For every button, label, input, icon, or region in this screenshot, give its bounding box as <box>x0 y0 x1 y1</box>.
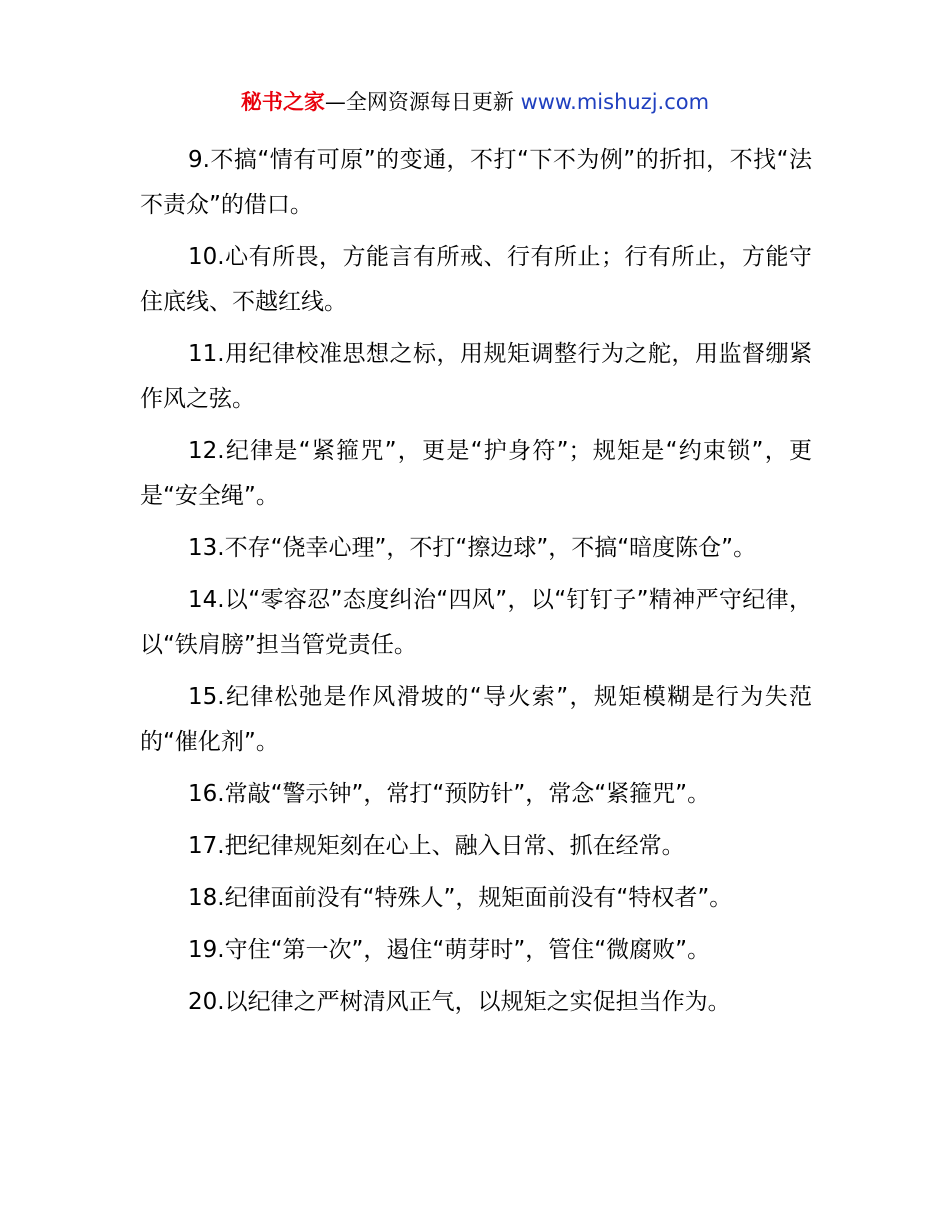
paragraph-15: 15.纪律松弛是作风滑坡的“导火索”，规矩模糊是行为失范的“催化剂”。 <box>140 684 812 755</box>
paragraph-10: 10.心有所畏，方能言有所戒、行有所止；行有所止，方能守住底线、不越红线。 <box>140 244 812 315</box>
site-tagline: —全网资源每日更新 <box>324 90 521 114</box>
document-body <box>140 138 812 1032</box>
paragraph-20: 20.以纪律之严树清风正气，以规矩之实促担当作为。 <box>188 989 731 1015</box>
paragraph-14: 14.以“零容忍”态度纠治“四风”，以“钉钉子”精神严守纪律，以“铁肩膀”担当管党责任。 <box>140 587 812 658</box>
paragraph-19: 19.守住“第一次”，遏住“萌芽时”，管住“微腐败”。 <box>188 937 711 963</box>
paragraph-12: 12.纪律是“紧箍咒”，更是“护身符”；规矩是“约束锁”，更是“安全绳”。 <box>140 438 812 509</box>
paragraph-11: 11.用纪律校准思想之标，用规矩调整行为之舵，用监督绷紧作风之弦。 <box>140 341 812 412</box>
paragraph-17: 17.把纪律规矩刻在心上、融入日常、抓在经常。 <box>188 833 685 859</box>
site-header <box>0 86 950 118</box>
paragraph-9: 9.不搞“情有可原”的变通，不打“下不为例”的折扣，不找“法不责众”的借口。 <box>140 147 812 218</box>
paragraph-13: 13.不存“侥幸心理”，不打“擦边球”，不搞“暗度陈仓”。 <box>188 535 757 561</box>
paragraph-18: 18.纪律面前没有“特殊人”，规矩面前没有“特权者”。 <box>188 885 733 911</box>
site-brand: 秘书之家 <box>240 90 325 114</box>
paragraph-16: 16.常敲“警示钟”，常打“预防针”，常念“紧箍咒”。 <box>188 781 711 807</box>
site-url-link[interactable]: www.mishuzj.com <box>520 90 710 114</box>
